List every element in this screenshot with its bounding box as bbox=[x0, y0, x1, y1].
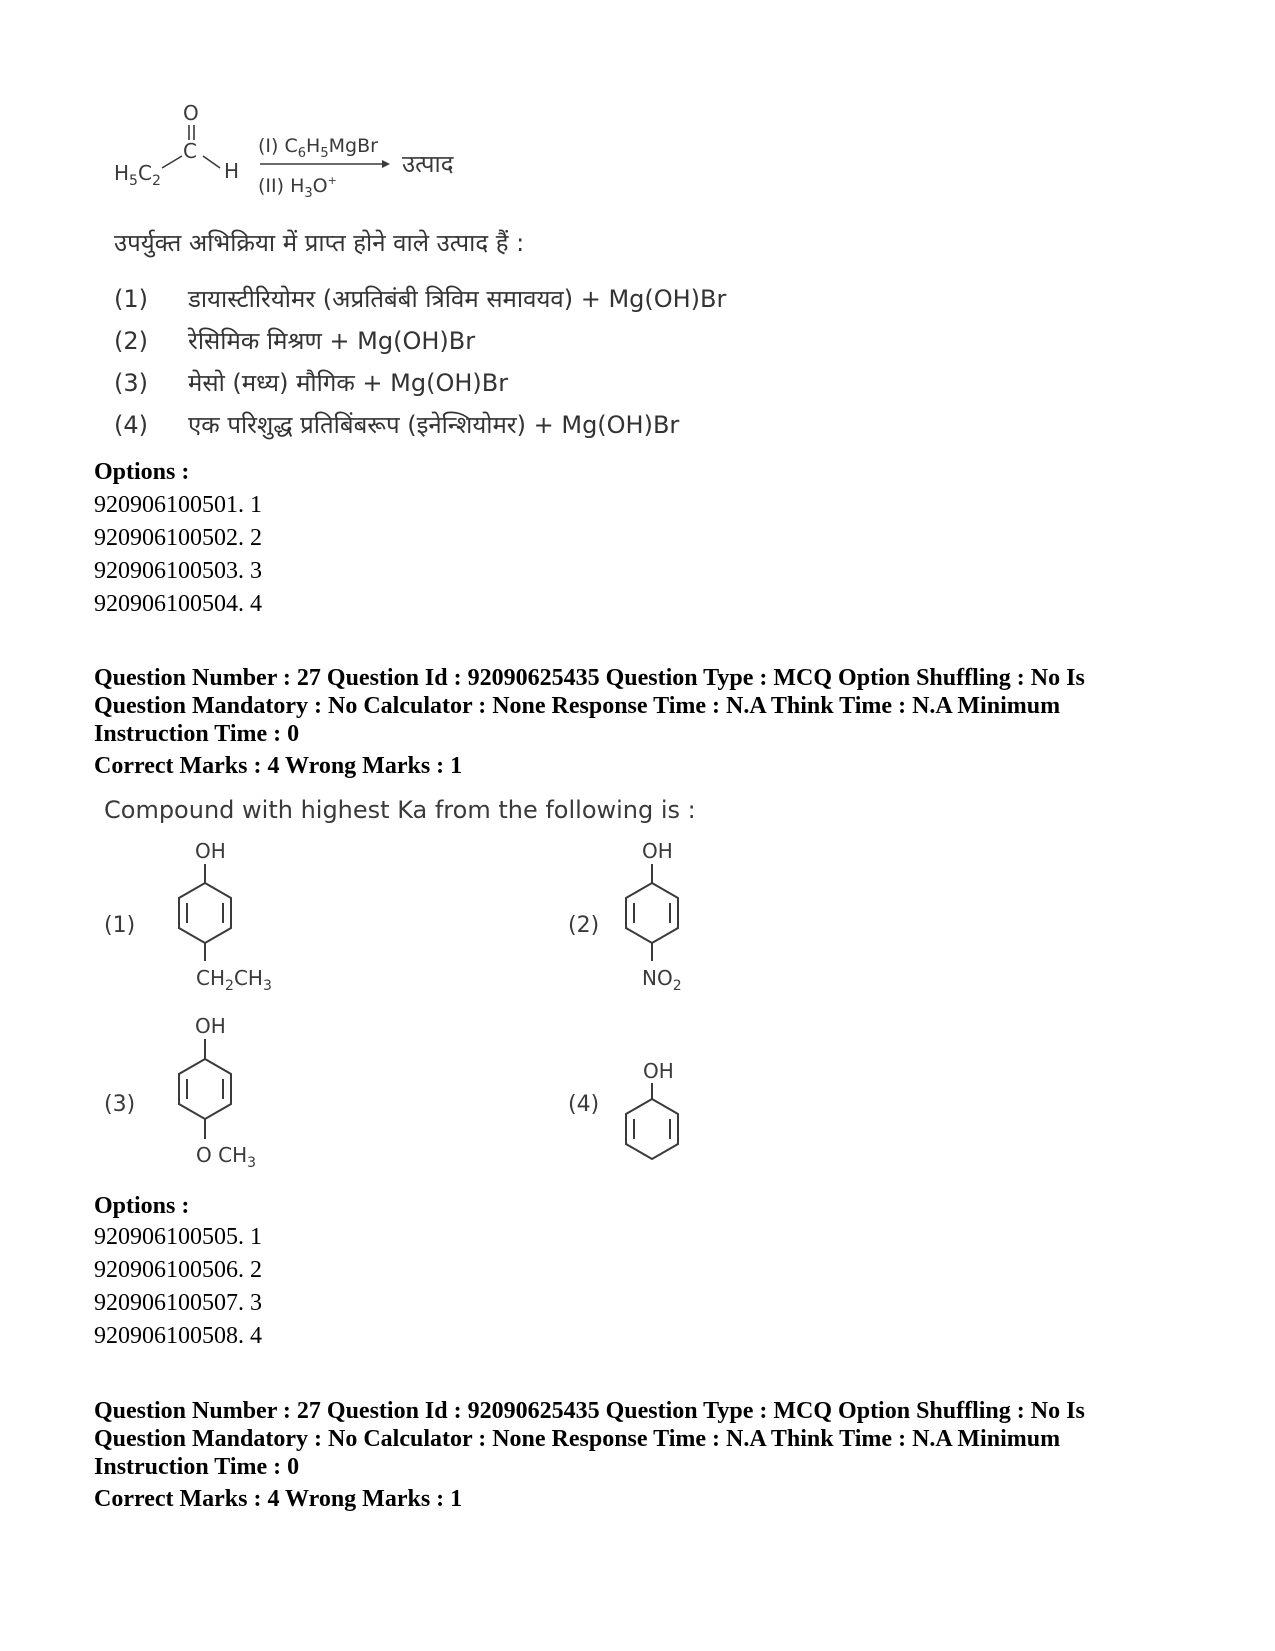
q27-marks: Correct Marks : 4 Wrong Marks : 1 bbox=[94, 753, 463, 779]
structure-2-oh: OH bbox=[642, 839, 673, 863]
reaction-svg bbox=[110, 100, 490, 210]
q27b-header-line3: Instruction Time : 0 bbox=[94, 1454, 300, 1480]
q27-structures bbox=[90, 835, 890, 1195]
q27b-header bbox=[94, 1397, 1194, 1513]
structure-1 bbox=[104, 839, 272, 994]
product-label: उत्पाद bbox=[402, 150, 454, 178]
reagent-2: (II) $H_3O^+$ bbox=[258, 174, 337, 201]
q27-header-line3: Instruction Time : 0 bbox=[94, 721, 300, 747]
option-item[interactable]: 920906100506. 2 bbox=[94, 1257, 262, 1283]
option-item[interactable]: 920906100503. 3 bbox=[94, 558, 262, 584]
structure-3 bbox=[104, 1014, 256, 1171]
structure-2-substituent: $NO_2$ bbox=[642, 966, 682, 994]
q26-choice-1: (1) डायास्टीरियोमर (अप्रतिबंबी त्रिविम समावयव) + Mg(OH)Br bbox=[114, 285, 727, 313]
carbonyl-c: C bbox=[183, 139, 197, 163]
structure-4-number: (4) bbox=[568, 1092, 600, 1117]
q26-choice-4: (4) एक परिशुद्ध प्रतिबिंबरूप (इनेन्शियोमर) + Mg(OH)Br bbox=[114, 411, 680, 439]
option-item[interactable]: 920906100504. 4 bbox=[94, 591, 262, 617]
q27-options bbox=[94, 1221, 262, 1353]
q27b-marks: Correct Marks : 4 Wrong Marks : 1 bbox=[94, 1486, 463, 1512]
aldehyde-h: H bbox=[224, 159, 240, 183]
option-item[interactable]: 920906100505. 1 bbox=[94, 1224, 262, 1250]
q27-stem: Compound with highest Ka from the following is : bbox=[104, 796, 696, 824]
q26-choice-2: (2) रेसिमिक मिश्रण + Mg(OH)Br bbox=[114, 327, 476, 355]
structure-1-substituent: $CH_2CH_3$ bbox=[196, 966, 272, 994]
ethyl-group: $H_5C_2$ bbox=[114, 161, 161, 189]
carbonyl-o: O bbox=[183, 101, 199, 125]
structure-1-number: (1) bbox=[104, 913, 136, 938]
option-item[interactable]: 920906100501. 1 bbox=[94, 492, 262, 518]
reagent-1: (I) $C_6H_5MgBr$ bbox=[258, 135, 378, 161]
q27b-header-line1: Question Number : 27 Question Id : 92090625435 Question Type : MCQ Option Shuffling : No Is bbox=[94, 1398, 1085, 1424]
q27-header-line2: Question Mandatory : No Calculator : None Response Time : N.A Think Time : N.A Minimum bbox=[94, 693, 1061, 719]
reaction-scheme bbox=[110, 100, 490, 210]
structure-4 bbox=[568, 1059, 678, 1159]
structure-2 bbox=[568, 839, 682, 994]
q27b-header-line2: Question Mandatory : No Calculator : None Response Time : N.A Think Time : N.A Minimum bbox=[94, 1426, 1061, 1452]
structure-1-oh: OH bbox=[195, 839, 226, 863]
q26-choices bbox=[114, 278, 726, 446]
option-item[interactable]: 920906100507. 3 bbox=[94, 1290, 262, 1316]
structure-3-oh: OH bbox=[195, 1014, 226, 1038]
structure-3-number: (3) bbox=[104, 1092, 136, 1117]
q27-header-line1: Question Number : 27 Question Id : 92090625435 Question Type : MCQ Option Shuffling : No Is bbox=[94, 665, 1085, 691]
structure-4-oh: OH bbox=[643, 1059, 674, 1083]
structure-2-number: (2) bbox=[568, 913, 600, 938]
q26-stem: उपर्युक्त अभिक्रिया में प्राप्त होने वाले उत्पाद हैं : bbox=[114, 229, 525, 257]
option-item[interactable]: 920906100502. 2 bbox=[94, 525, 262, 551]
structure-3-substituent: O $CH_3$ bbox=[196, 1143, 257, 1171]
q27-header bbox=[94, 664, 1194, 780]
option-item[interactable]: 920906100508. 4 bbox=[94, 1323, 262, 1349]
q27-options-label: Options : bbox=[94, 1193, 190, 1219]
q26-choice-3: (3) मेसो (मध्य) मौगिक + Mg(OH)Br bbox=[114, 369, 509, 397]
q26-options bbox=[94, 489, 262, 621]
q26-options-label: Options : bbox=[94, 459, 190, 485]
